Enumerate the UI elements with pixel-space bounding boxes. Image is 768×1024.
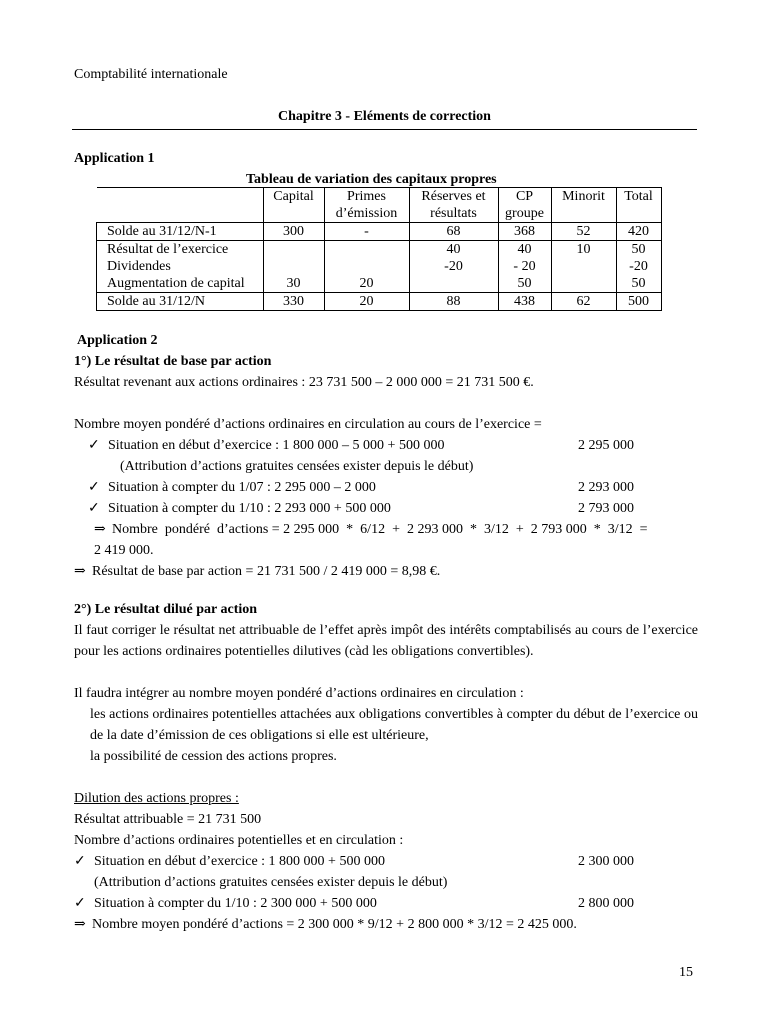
- section-2-title: 2°) Le résultat dilué par action: [74, 602, 258, 617]
- paragraph-2-intro: Il faudra intégrer au nombre moyen pondéré d’actions ordinaires en circulation :: [74, 686, 524, 701]
- table-cell: 30: [263, 241, 324, 293]
- col-header-total: Total: [616, 188, 661, 223]
- running-header: Comptabilité internationale: [74, 67, 228, 82]
- application-1-heading: Application 1: [74, 151, 155, 166]
- col-header-capital: Capital: [263, 188, 324, 223]
- list-item-text: Situation à compter du 1/10 : 2 300 000 + 500 000: [94, 896, 377, 911]
- table-cell: 20: [324, 241, 409, 293]
- table-cell: 20: [324, 293, 409, 311]
- note-line: (Attribution d’actions gratuites censées exister depuis le début): [120, 459, 474, 474]
- blank-line: [74, 767, 698, 788]
- checkmark-icon: ✓: [88, 501, 100, 516]
- result-line: Résultat revenant aux actions ordinaires : 23 731 500 – 2 000 000 = 21 731 500 €.: [74, 375, 534, 390]
- page-number: 15: [679, 965, 693, 980]
- list-item-text: Situation à compter du 1/07 : 2 295 000 – 2 000: [108, 480, 376, 495]
- table-cell: 300: [263, 223, 324, 241]
- result-attributable: Résultat attribuable = 21 731 500: [74, 812, 262, 827]
- table-cell: 50 -20 50: [616, 241, 661, 293]
- col-header-cp-groupe: CP groupe: [498, 188, 551, 223]
- eps-text: Résultat de base par action = 21 731 500 / 2 419 000 = 8,98 €.: [92, 564, 441, 579]
- paragraph-2-item-1: les actions ordinaires potentielles attachées aux obligations convertibles à compter du début de l’exercice ou de la date d’émission de ces obligations si elle est ultérieure,: [90, 707, 698, 743]
- list-item: [74, 498, 698, 519]
- table-cell: 88: [409, 293, 498, 311]
- row-label-opening: Solde au 31/12/N-1: [97, 223, 264, 241]
- col-header-reserves: Réserves et résultats: [409, 188, 498, 223]
- list-item: [74, 893, 698, 914]
- application-2-section-2: [74, 599, 698, 935]
- weighted-text: Nombre moyen pondéré d’actions = 2 300 000 * 9/12 + 2 800 000 * 3/12 = 2 425 000.: [92, 917, 577, 932]
- col-header-primes: Primes d’émission: [324, 188, 409, 223]
- list-item-text: Situation en début d’exercice : 1 800 000 – 5 000 + 500 000: [108, 438, 445, 453]
- checkmark-icon: ✓: [74, 854, 86, 869]
- list-item-value: 2 800 000: [578, 896, 634, 911]
- col-header-minorit: Minorit: [551, 188, 616, 223]
- table-cell: 62: [551, 293, 616, 311]
- table-cell: 500: [616, 293, 661, 311]
- table-cell: 368: [498, 223, 551, 241]
- application-2-heading: Application 2: [77, 333, 158, 348]
- list-item: [74, 851, 698, 872]
- list-item-value: 2 793 000: [578, 501, 634, 516]
- implies-arrow-icon: ⇒: [74, 564, 86, 579]
- dilution-title: Dilution des actions propres :: [74, 791, 239, 806]
- blank-line: [74, 662, 698, 683]
- table-corner: [97, 188, 264, 223]
- paragraph-2-item-2: la possibilité de cession des actions propres.: [90, 749, 337, 764]
- weighted-line: [74, 914, 698, 935]
- weighted-formula: Nombre pondéré d’actions = 2 295 000 * 6/12 + 2 293 000 * 3/12 + 2 793 000 * 3/12 =: [112, 522, 648, 537]
- weighted-result: 2 419 000.: [94, 543, 154, 558]
- section-1-title: 1°) Le résultat de base par action: [74, 354, 272, 369]
- list-item-value: 2 300 000: [578, 854, 634, 869]
- table-cell: -: [324, 223, 409, 241]
- count-intro: Nombre d’actions ordinaires potentielles et en circulation :: [74, 833, 404, 848]
- paragraph-1: Il faut corriger le résultat net attribuable de l’effet après impôt des intérêts comptabilisés au cours de l’exercice pour les actions ordinaires potentielles dilutives (càd les obligations convertibles).: [74, 623, 698, 659]
- list-item-value: 2 293 000: [578, 480, 634, 495]
- note-line: (Attribution d’actions gratuites censées exister depuis le début): [94, 875, 448, 890]
- row-label-closing: Solde au 31/12/N: [97, 293, 264, 311]
- table-cell: 420: [616, 223, 661, 241]
- avg-intro: Nombre moyen pondéré d’actions ordinaires en circulation au cours de l’exercice =: [74, 417, 542, 432]
- weighted-line: [74, 519, 698, 540]
- table-title: Tableau de variation des capitaux propres: [246, 172, 497, 187]
- blank-line: [74, 393, 698, 414]
- list-item-text: Situation à compter du 1/10 : 2 293 000 + 500 000: [108, 501, 391, 516]
- list-item: [74, 477, 698, 498]
- list-item: [74, 435, 698, 456]
- table-cell: 52: [551, 223, 616, 241]
- list-item-text: Situation en début d’exercice : 1 800 000 + 500 000: [94, 854, 385, 869]
- table-cell: 40 -20: [409, 241, 498, 293]
- chapter-title: Chapitre 3 - Eléments de correction: [72, 106, 697, 130]
- checkmark-icon: ✓: [88, 438, 100, 453]
- table-cell: 10: [551, 241, 616, 293]
- table-cell: 438: [498, 293, 551, 311]
- row-labels-movements: Résultat de l’exercice Dividendes Augmentation de capital: [97, 241, 264, 293]
- application-2-section-1: [74, 330, 698, 582]
- table-cell: 40 - 20 50: [498, 241, 551, 293]
- implies-arrow-icon: ⇒: [94, 522, 106, 537]
- implies-arrow-icon: ⇒: [74, 917, 86, 932]
- checkmark-icon: ✓: [74, 896, 86, 911]
- checkmark-icon: ✓: [88, 480, 100, 495]
- eps-line: [74, 561, 698, 582]
- table-cell: 330: [263, 293, 324, 311]
- list-item-value: 2 295 000: [578, 438, 634, 453]
- equity-variation-table: [96, 187, 662, 311]
- table-cell: 68: [409, 223, 498, 241]
